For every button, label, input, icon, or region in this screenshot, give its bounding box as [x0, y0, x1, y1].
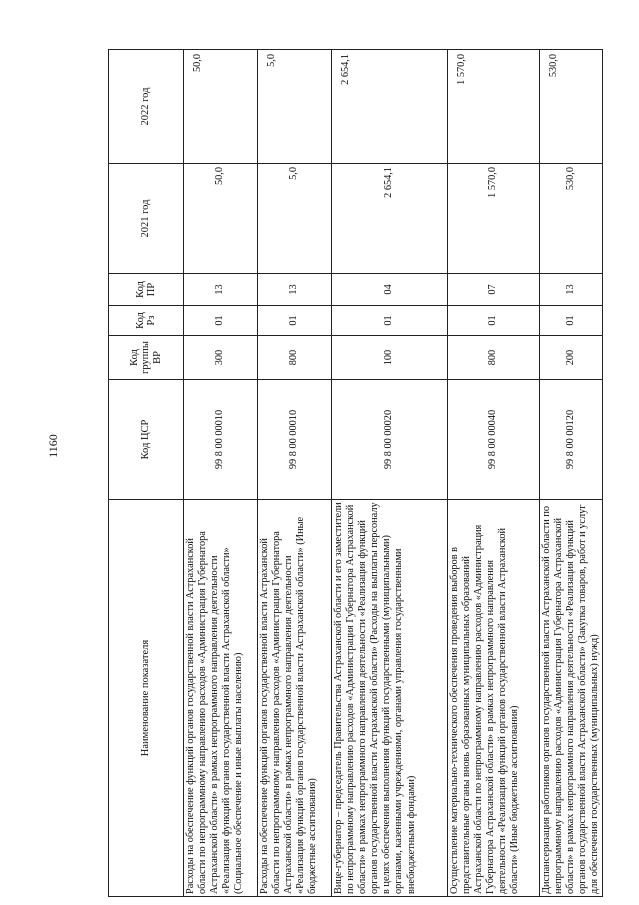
row-2022: 50,0: [184, 50, 258, 164]
header-vr: Код группы ВР: [109, 336, 184, 380]
table-row: [332, 50, 448, 897]
row-rz: 01: [540, 306, 603, 336]
row-csr: 99 8 00 00020: [332, 380, 448, 500]
row-csr: 99 8 00 00010: [258, 380, 332, 500]
row-name: Вице-губернатор – председатель Правительства Астраханской области и его заместители по непрограммному направлению расходов «Администрация Губернатора Астраханской области» в рамках непрограммного направления деятельности «Реализация функций органов государственной власти Астраханской области» (Расходы на выплаты персоналу в целях обеспечения выполнения функций государственными (муниципальными) органами, казенными учреждениями, органами управления государственными внебюджетными фондами): [332, 500, 448, 897]
row-2022: 2 654,1: [332, 50, 448, 164]
row-pr: 07: [448, 274, 540, 306]
header-csr: Код ЦСР: [109, 380, 184, 500]
table-row: [448, 50, 540, 897]
row-csr: 99 8 00 00040: [448, 380, 540, 500]
row-pr: 13: [184, 274, 258, 306]
row-2021: 50,0: [184, 164, 258, 274]
row-vr: 800: [258, 336, 332, 380]
row-2022: 5,0: [258, 50, 332, 164]
row-2022: 1 570,0: [448, 50, 540, 164]
row-2021: 5,0: [258, 164, 332, 274]
row-name: Расходы на обеспечение функций органов государственной власти Астраханской области по непрограммному направлению расходов «Администрация Губернатора Астраханской области» в рамках непрограммного направления деятельности «Реализация функций органов государственной власти Астраханской области» (Иные бюджетные ассигнования): [258, 500, 332, 897]
header-rz: Код Рз: [109, 306, 184, 336]
row-2022: 530,0: [540, 50, 603, 164]
row-vr: 100: [332, 336, 448, 380]
budget-table: [108, 49, 603, 897]
row-rz: 01: [332, 306, 448, 336]
row-name: Расходы на обеспечение функций органов государственной власти Астраханской области по непрограммному направлению расходов «Администрация Губернатора Астраханской области» в рамках непрограммного направления деятельности «Реализация функций органов государственной власти Астраханской области» (Социальное обеспечение и иные выплаты населению): [184, 500, 258, 897]
row-pr: 04: [332, 274, 448, 306]
page-number: 1160: [45, 434, 60, 458]
row-vr: 300: [184, 336, 258, 380]
row-2021: 1 570,0: [448, 164, 540, 274]
row-vr: 200: [540, 336, 603, 380]
row-rz: 01: [184, 306, 258, 336]
header-pr: Код ПР: [109, 274, 184, 306]
row-rz: 01: [258, 306, 332, 336]
row-vr: 800: [448, 336, 540, 380]
table-row: [540, 50, 603, 897]
row-name: Диспансеризация работников органов государственной власти Астраханской области по непрограммному направлению расходов «Администрация Губернатора Астраханской области» в рамках непрограммного направления деятельности «Реализация функций органов государственной власти Астраханской области» (Закупка товаров, работ и услуг для обеспечения государственных (муниципальных) нужд): [540, 500, 603, 897]
row-rz: 01: [448, 306, 540, 336]
row-2021: 2 654,1: [332, 164, 448, 274]
header-name: Наименование показателя: [109, 500, 184, 897]
row-pr: 13: [540, 274, 603, 306]
row-csr: 99 8 00 00010: [184, 380, 258, 500]
header-2021: 2021 год: [109, 164, 184, 274]
rotated-table-area: [108, 50, 632, 897]
row-2021: 530,0: [540, 164, 603, 274]
row-name: Осуществление материально-технического обеспечения проведения выборов в представительные органы вновь образованных муниципальных образований Астраханской области по непрограммному направлению расходов «Администрация Губернатора Астраханской области» в рамках непрограммного направления деятельности «Реализация функций органов государственной власти Астраханской области» (Иные бюджетные ассигнования): [448, 500, 540, 897]
table-row: [184, 50, 258, 897]
row-pr: 13: [258, 274, 332, 306]
row-csr: 99 8 00 00120: [540, 380, 603, 500]
header-2022: 2022 год: [109, 50, 184, 164]
table-row: [258, 50, 332, 897]
table-header-row: [109, 50, 184, 897]
